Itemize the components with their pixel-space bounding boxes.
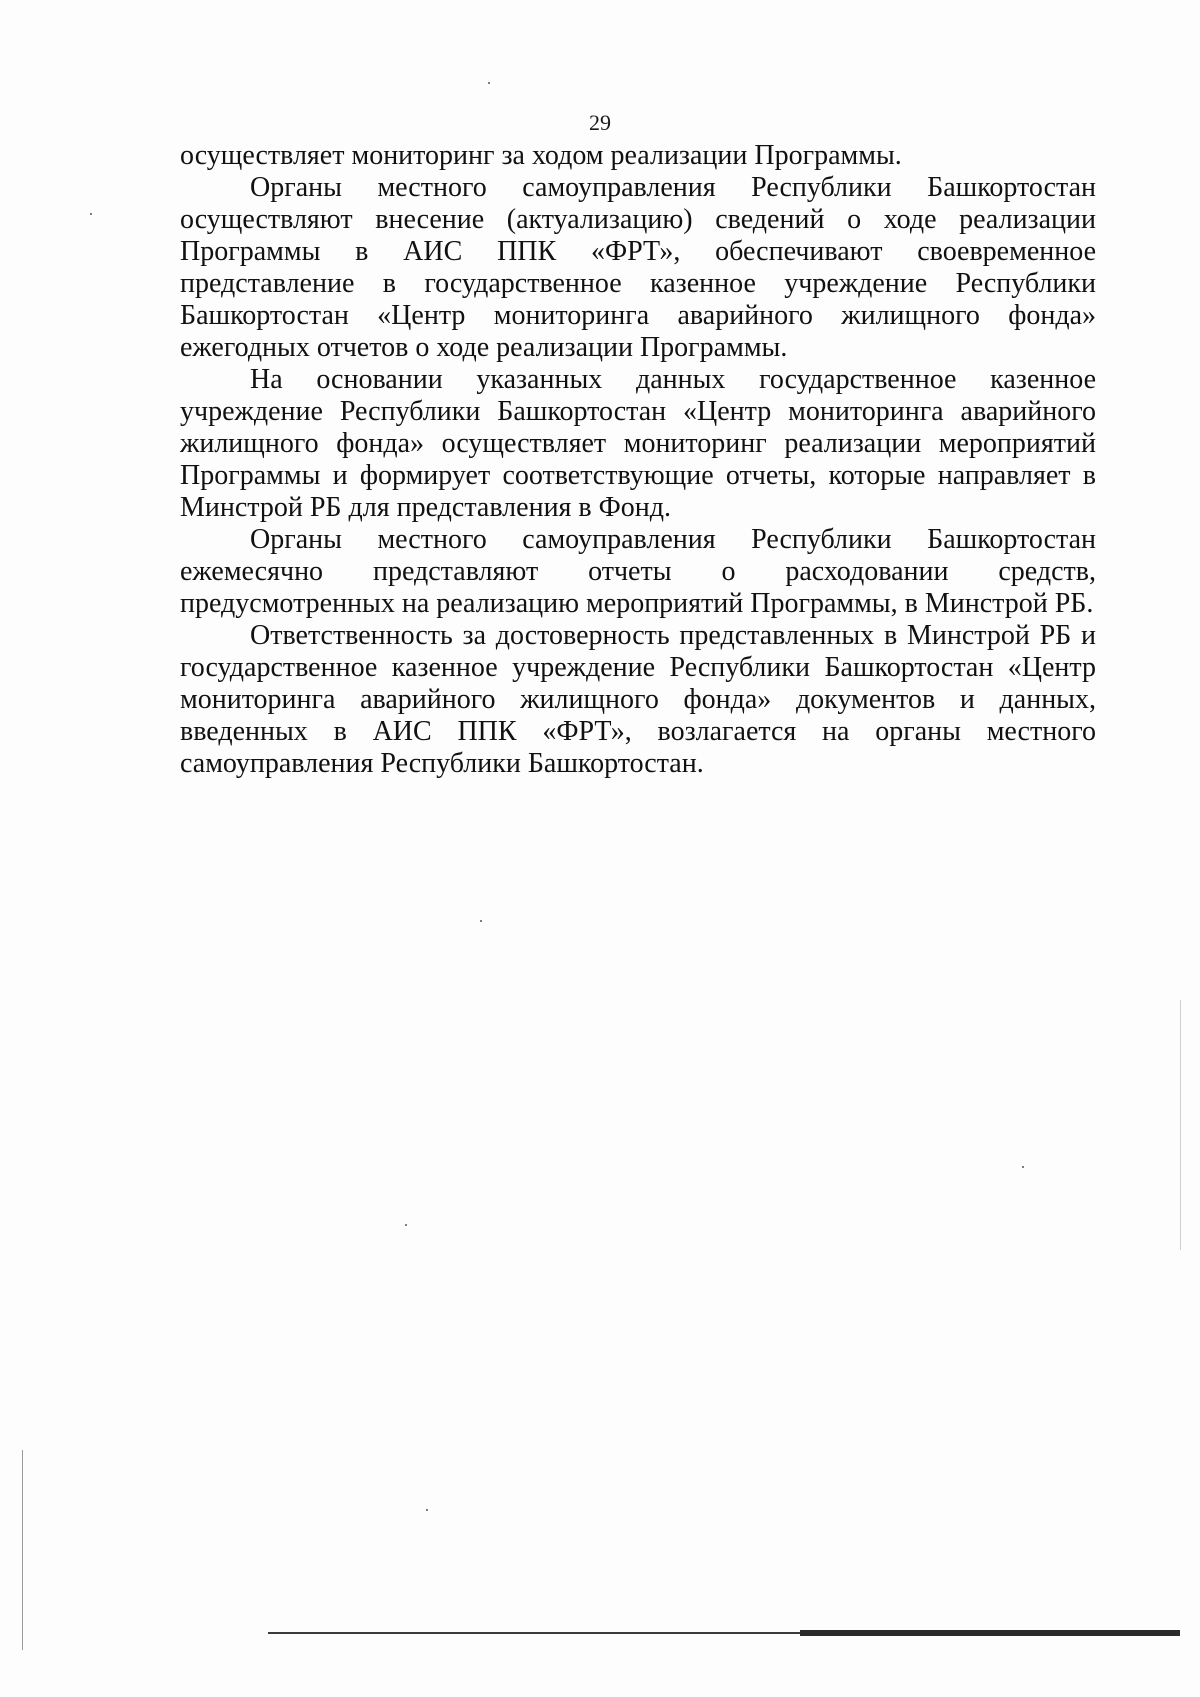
- paragraph-responsibility: Ответственность за достоверность представленных в Минстрой РБ и государственное казенное учреждение Республики Башкортостан «Центр мониторинга аварийного жилищного фонда» документов и данных, введенных в АИС ППК «ФРТ», возлагается на органы местного самоуправления Республики Башкортостан.: [180, 620, 1096, 779]
- document-body: [180, 140, 1096, 780]
- page-number: 29: [589, 110, 611, 135]
- scan-artifact-left-edge: [22, 1450, 23, 1650]
- scan-artifact-right-edge: [1180, 1000, 1181, 1250]
- scan-speck: [1022, 1166, 1024, 1168]
- paragraph-local-authorities-reporting: Органы местного самоуправления Республики Башкортостан осуществляют внесение (актуализацию) сведений о ходе реализации Программы в АИС ППК «ФРТ», обеспечивают своевременное представление в государственное казенное учреждение Республики Башкортостан «Центр мониторинга аварийного жилищного фонда» ежегодных отчетов о ходе реализации Программы.: [180, 172, 1096, 363]
- scan-speck: [90, 213, 92, 215]
- paragraph-monitoring-center: На основании указанных данных государственное казенное учреждение Республики Башкортостан «Центр мониторинга аварийного жилищного фонда» осуществляет мониторинг реализации мероприятий Программы и формирует соответствующие отчеты, которые направляет в Минстрой РБ для представления в Фонд.: [180, 364, 1096, 523]
- paragraph-monthly-reports: Органы местного самоуправления Республики Башкортостан ежемесячно представляют отчеты о расходовании средств, предусмотренных на реализацию мероприятий Программы, в Минстрой РБ.: [180, 524, 1096, 619]
- scan-speck: [426, 1509, 428, 1511]
- scan-speck: [488, 82, 490, 84]
- scan-speck: [480, 920, 482, 922]
- scan-speck: [405, 1224, 407, 1226]
- paragraph-continuation: осуществляет мониторинг за ходом реализации Программы.: [180, 140, 902, 171]
- scan-artifact-bottom-rule-thick: [800, 1630, 1180, 1636]
